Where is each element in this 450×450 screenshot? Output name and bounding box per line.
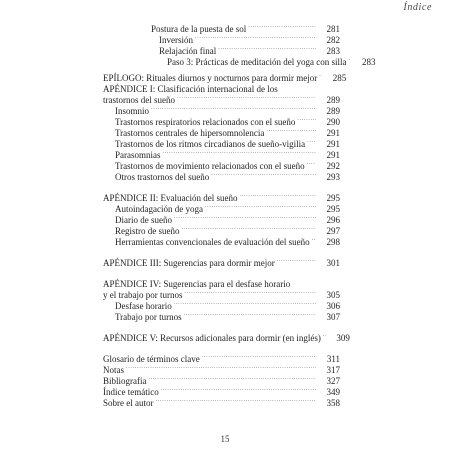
- dot-leader: [201, 351, 316, 362]
- toc-entry-page: 298: [326, 237, 340, 247]
- toc-entry-label: Herramientas convencionales de evaluación del sueño: [115, 237, 310, 247]
- toc-entry-label: Sobre el autor: [103, 398, 154, 408]
- dot-leader: [306, 136, 316, 147]
- toc-entry-page: 291: [326, 150, 340, 160]
- toc-entry-page: 291: [326, 139, 340, 149]
- toc-entry-label: APÉNDICE I: Clasificación internacional de los: [103, 84, 278, 94]
- toc-entry[interactable]: [103, 21, 340, 32]
- dot-leader: [306, 158, 316, 169]
- toc-entry[interactable]: [103, 255, 340, 266]
- toc-entry-page: 291: [326, 128, 340, 138]
- toc-entry-label: Trastornos de los ritmos circadianos de sueño-vigilia: [115, 139, 306, 149]
- toc-entry-label: Glosario de términos clave: [103, 354, 200, 364]
- toc-entry[interactable]: [103, 362, 340, 373]
- toc-entry-label: Paso 3: Prácticas de meditación del yoga con silla: [167, 57, 347, 67]
- dot-leader: [183, 287, 316, 298]
- toc-entry-page: 283: [361, 57, 376, 67]
- dot-leader: [311, 234, 316, 245]
- toc-entry[interactable]: [103, 276, 340, 287]
- dot-leader: [176, 92, 316, 103]
- dot-leader: [217, 43, 316, 54]
- dot-leader: [154, 395, 316, 406]
- toc-entry-label: Parasomnias: [115, 150, 161, 160]
- toc-group: [103, 190, 340, 245]
- toc-entry-label: Otros trastornos del sueño: [115, 172, 210, 182]
- dot-leader: [148, 373, 317, 384]
- toc-entry-page: 285: [332, 73, 347, 83]
- dot-leader: [181, 223, 317, 234]
- toc-entry[interactable]: [103, 158, 340, 169]
- dot-leader: [276, 255, 316, 266]
- toc-entry-label: Trabajo por turnos: [115, 312, 182, 322]
- dot-leader: [322, 330, 326, 341]
- dot-leader: [204, 201, 316, 212]
- toc-entry-label: Relajación final: [159, 46, 217, 56]
- toc-entry-label: Bibliografía: [103, 376, 147, 386]
- toc-entry-label: Postura de la puesta de sol: [151, 24, 247, 34]
- toc-entry[interactable]: [103, 223, 340, 234]
- toc-entry[interactable]: [103, 201, 340, 212]
- dot-leader: [194, 32, 316, 43]
- toc-entry-label: Diario de sueño: [115, 215, 172, 225]
- toc-group: [103, 255, 340, 266]
- toc-entry-page: 289: [326, 95, 340, 105]
- page-number: 15: [220, 434, 230, 444]
- dot-leader: [160, 384, 316, 395]
- toc-entry-label: APÉNDICE III: Sugerencias para dormir mejor: [103, 258, 275, 268]
- toc-entry-page: 297: [326, 226, 340, 236]
- dot-leader: [318, 70, 322, 81]
- toc-entry-label: Trastornos respiratorios relacionados con el sueño: [115, 117, 296, 127]
- table-of-contents: [103, 21, 376, 408]
- dot-leader: [247, 21, 316, 32]
- toc-group: [103, 21, 376, 67]
- dot-leader: [162, 147, 317, 158]
- toc-entry[interactable]: [103, 234, 340, 245]
- dot-leader: [291, 276, 316, 287]
- dot-leader: [279, 81, 316, 92]
- toc-entry-page: 283: [326, 46, 340, 56]
- toc-entry[interactable]: [103, 287, 340, 298]
- toc-entry[interactable]: [103, 351, 340, 362]
- toc-entry[interactable]: [103, 384, 340, 395]
- toc-entry-label: APÉNDICE IV: Sugerencias para el desfase horario: [103, 279, 291, 289]
- toc-entry-label: Desfase horario: [115, 301, 172, 311]
- toc-entry-page: 289: [326, 106, 340, 116]
- toc-entry-page: 358: [326, 398, 340, 408]
- toc-entry-page: 290: [326, 117, 340, 127]
- toc-entry[interactable]: [103, 43, 340, 54]
- toc-entry[interactable]: [103, 92, 340, 103]
- toc-entry[interactable]: [103, 136, 340, 147]
- toc-entry[interactable]: [103, 330, 350, 343]
- toc-entry[interactable]: [103, 309, 340, 320]
- dot-leader: [347, 54, 351, 65]
- toc-entry-label: y el trabajo por turnos: [103, 290, 183, 300]
- toc-entry[interactable]: [103, 373, 340, 384]
- dot-leader: [173, 212, 316, 223]
- toc-entry[interactable]: [103, 212, 340, 223]
- toc-entry[interactable]: [103, 81, 340, 92]
- dot-leader: [125, 362, 316, 373]
- toc-entry[interactable]: [103, 54, 376, 67]
- toc-entry[interactable]: [103, 70, 347, 83]
- toc-entry[interactable]: [103, 114, 340, 125]
- toc-entry-page: 349: [326, 387, 340, 397]
- dot-leader: [210, 169, 316, 180]
- toc-entry-page: 293: [326, 172, 340, 182]
- toc-entry-label: Inversión: [159, 35, 193, 45]
- toc-group: [103, 351, 340, 406]
- dot-leader: [265, 125, 316, 136]
- toc-entry[interactable]: [103, 298, 340, 309]
- toc-entry-page: 327: [326, 376, 340, 386]
- toc-entry-label: EPÍLOGO: Rituales diurnos y nocturnos para dormir mejor: [103, 73, 318, 83]
- toc-entry-page: 281: [326, 24, 340, 34]
- toc-entry-label: Autoindagación de yoga: [115, 204, 203, 214]
- toc-group: [103, 330, 350, 343]
- toc-entry-label: Trastornos de movimiento relacionados con el sueño: [115, 161, 305, 171]
- toc-entry[interactable]: [103, 32, 340, 43]
- toc-entry-label: Trastornos centrales de hipersomnolencia: [115, 128, 265, 138]
- toc-entry[interactable]: [103, 190, 340, 201]
- toc-entry-page: 295: [326, 193, 340, 203]
- toc-entry-page: 301: [326, 258, 340, 268]
- toc-entry[interactable]: [103, 147, 340, 158]
- running-head: Índice: [403, 2, 432, 13]
- toc-entry-label: Insomnio: [115, 106, 150, 116]
- toc-entry-page: 306: [326, 301, 340, 311]
- toc-entry-page: 309: [336, 333, 350, 343]
- toc-entry[interactable]: [103, 103, 340, 114]
- toc-entry-label: trastornos del sueño: [103, 95, 175, 105]
- toc-entry[interactable]: [103, 395, 340, 406]
- toc-group: [103, 276, 340, 320]
- toc-entry-page: 292: [326, 161, 340, 171]
- toc-entry-label: Notas: [103, 365, 124, 375]
- toc-entry-page: 311: [326, 354, 340, 364]
- toc-entry-page: 307: [326, 312, 340, 322]
- dot-leader: [296, 114, 316, 125]
- toc-entry-label: Registro de sueño: [115, 226, 180, 236]
- toc-entry-label: APÉNDICE V: Recursos adicionales para dormir (en inglés): [103, 333, 321, 343]
- dot-leader: [173, 298, 316, 309]
- toc-entry-page: 296: [326, 215, 340, 225]
- dot-leader: [238, 190, 316, 201]
- toc-group: [103, 70, 347, 182]
- toc-entry-page: 295: [326, 204, 340, 214]
- toc-entry-label: Índice temático: [103, 387, 159, 397]
- toc-entry-label: APÉNDICE II: Evaluación del sueño: [103, 193, 238, 203]
- toc-entry-page: 282: [326, 35, 340, 45]
- dot-leader: [150, 103, 316, 114]
- toc-entry-page: 305: [326, 290, 340, 300]
- toc-entry[interactable]: [103, 125, 340, 136]
- toc-entry[interactable]: [103, 169, 340, 180]
- dot-leader: [183, 309, 316, 320]
- toc-entry-page: 317: [326, 365, 340, 375]
